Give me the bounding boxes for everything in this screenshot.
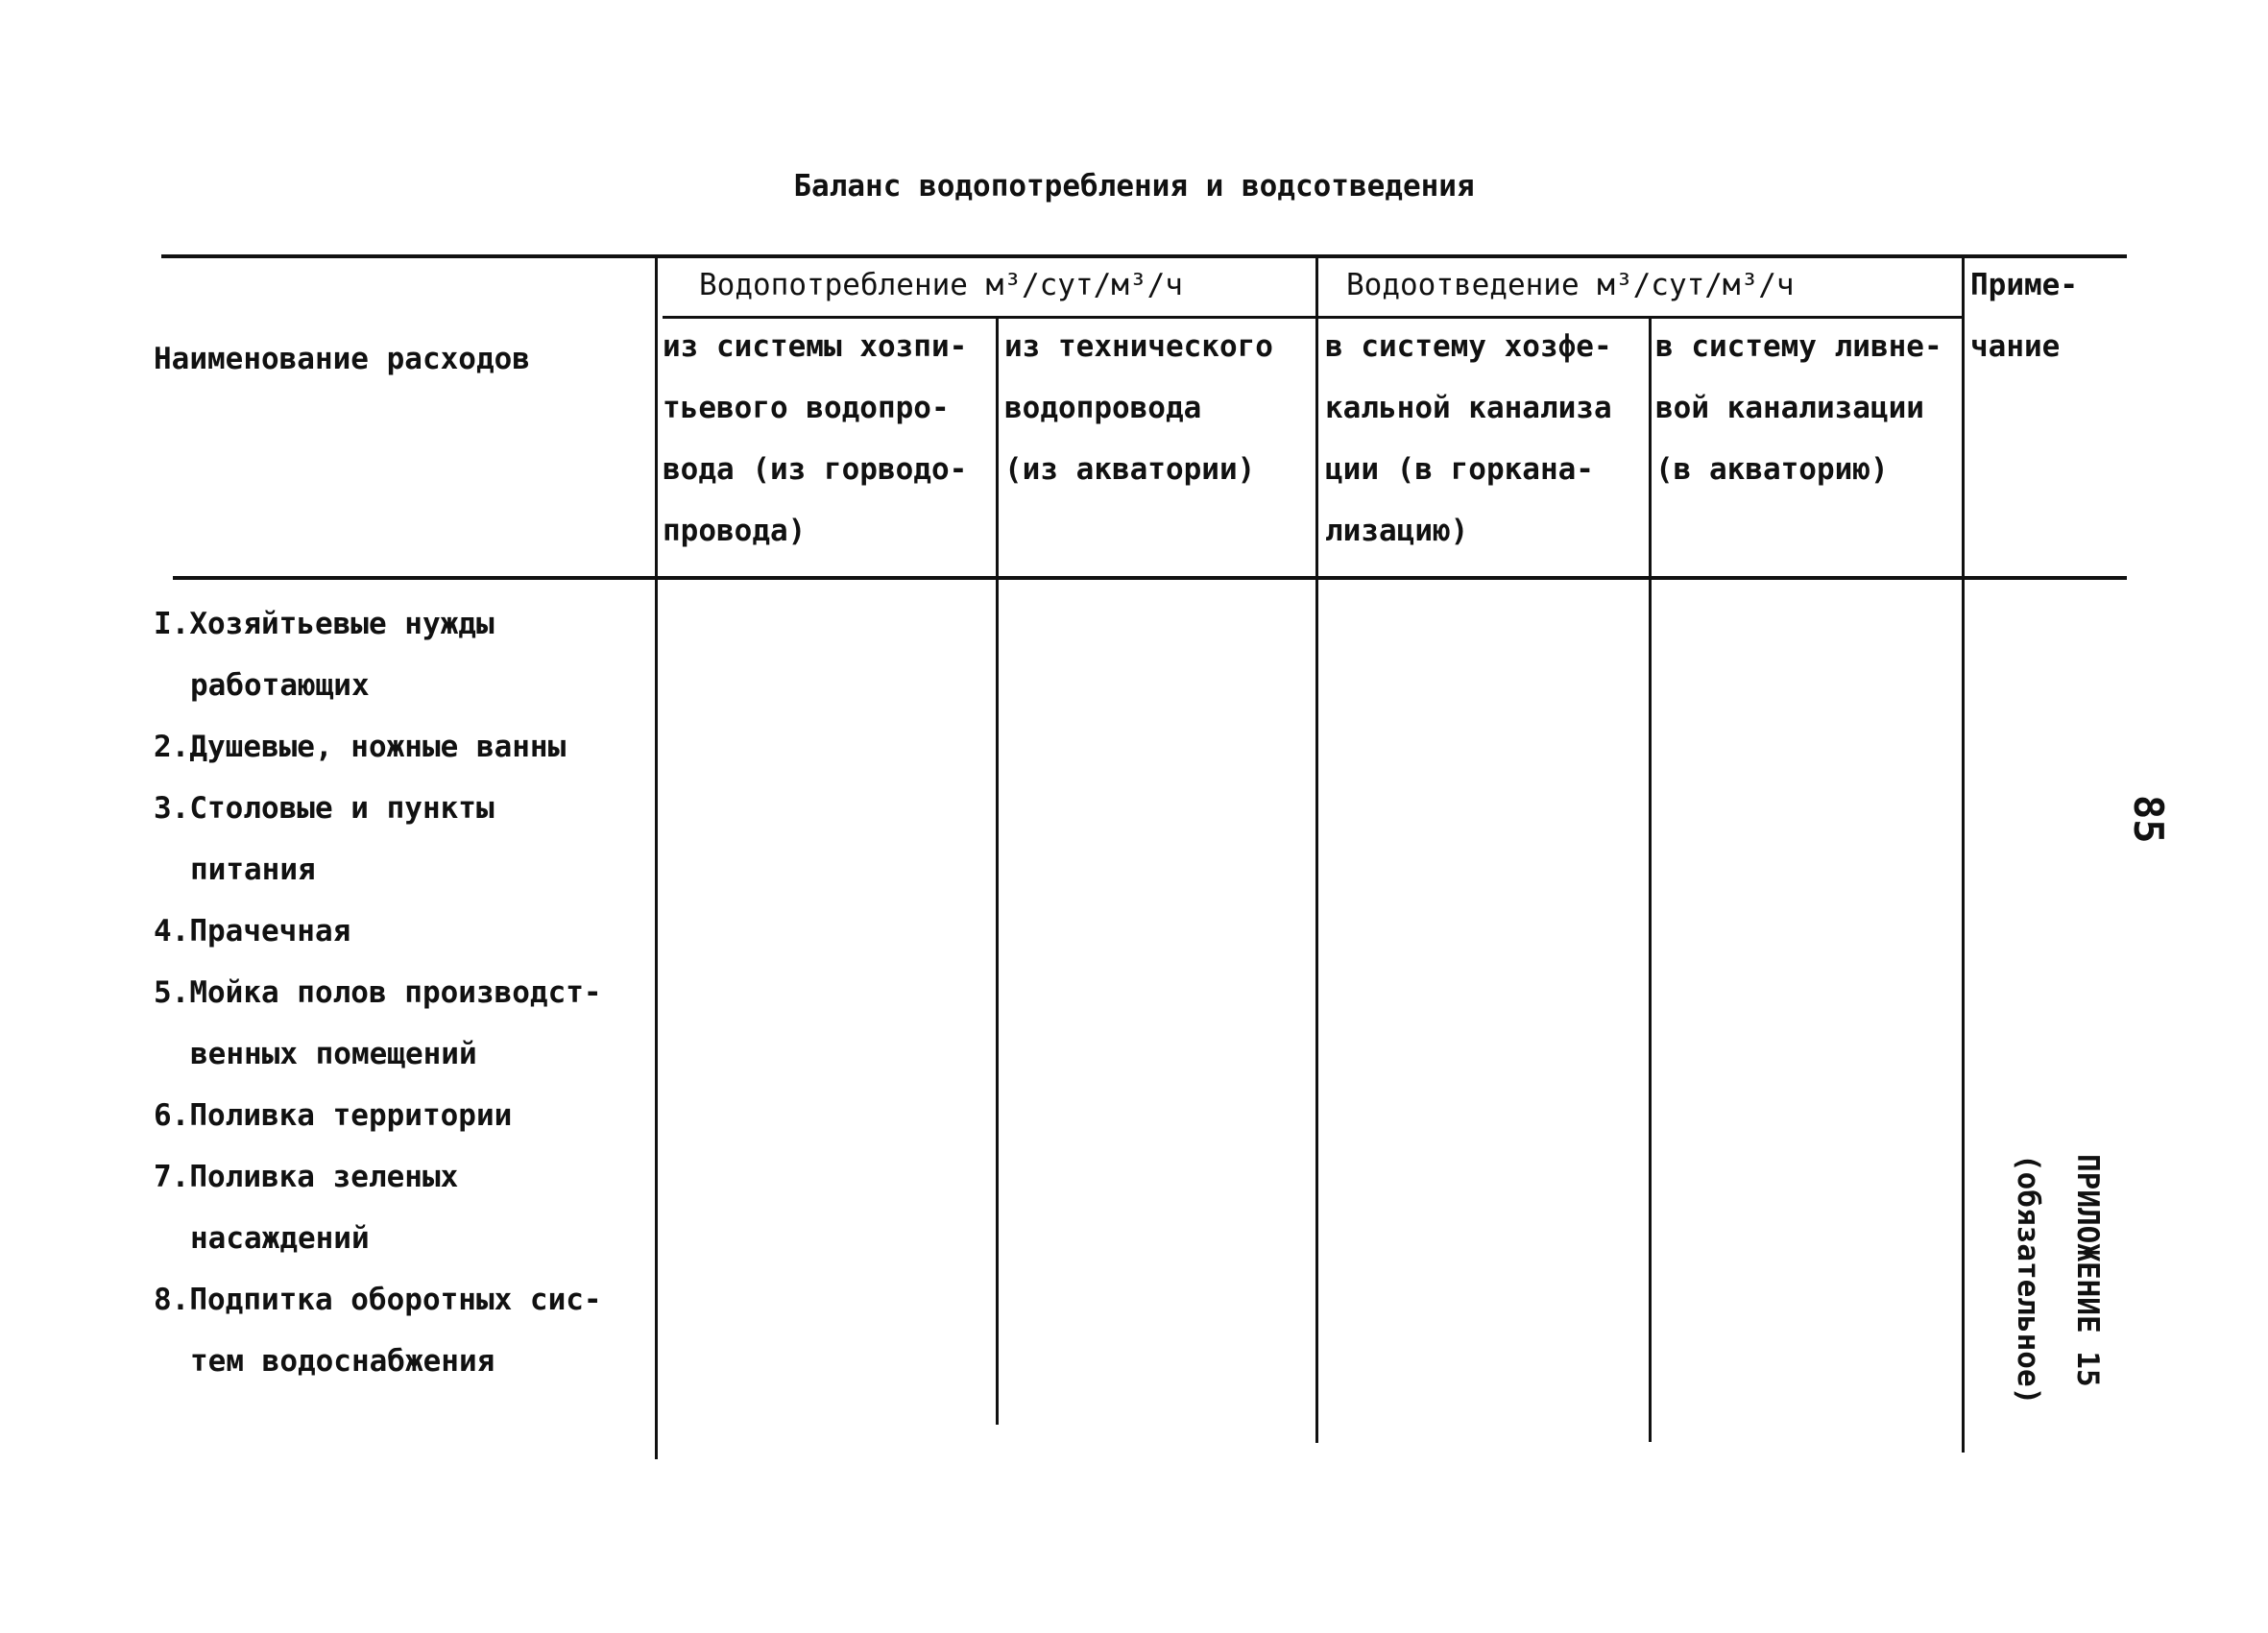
page-number: 85 — [2125, 795, 2172, 844]
header-group-consumption: Водопотребление м³/сут/м³/ч — [699, 268, 1183, 302]
table-row-cont: насаждений — [190, 1221, 370, 1256]
column-divider-2 — [996, 319, 999, 1425]
subheader-col-1-line: провода) — [663, 514, 807, 548]
appendix-note: (обязательное) — [2011, 1154, 2045, 1405]
subheader-col-2-line: из технического — [1004, 329, 1273, 364]
column-divider-4 — [1649, 319, 1652, 1442]
table-row: 3.Столовые и пункты — [154, 791, 495, 826]
header-note-line-2: чание — [1970, 329, 2061, 364]
subheader-col-2-line: водопровода — [1004, 391, 1202, 425]
subheader-col-4-line: в систему ливне- — [1655, 329, 1942, 364]
table-row: 2.Душевые, ножные ванны — [154, 730, 567, 764]
subheader-col-4-line: вой канализации — [1655, 391, 1924, 425]
subheader-col-3-line: лизацию) — [1325, 514, 1469, 548]
column-divider-1 — [655, 257, 658, 1459]
table-row: 6.Поливка территории — [154, 1098, 513, 1133]
table-row-cont: венных помещений — [190, 1037, 477, 1071]
subheader-col-3-line: в систему хозфе- — [1325, 329, 1612, 364]
column-divider-3 — [1315, 257, 1318, 1443]
subheader-col-4-line: (в акваторию) — [1655, 452, 1889, 487]
table-row-cont: работающих — [190, 668, 370, 703]
subheader-col-3-line: кальной канализа — [1325, 391, 1612, 425]
header-note-line-1: Приме- — [1970, 268, 2078, 302]
appendix-label: ПРИЛОЖЕНИЕ 15 — [2070, 1154, 2105, 1387]
table-row: 7.Поливка зеленых — [154, 1160, 459, 1194]
subheader-col-1-line: тьевого водопро- — [663, 391, 950, 425]
column-divider-5 — [1962, 257, 1965, 1453]
table-row: 8.Подпитка оборотных сис- — [154, 1283, 602, 1317]
subheader-col-1-line: вода (из горводо- — [663, 452, 968, 487]
table-row: 5.Мойка полов производст- — [154, 975, 602, 1010]
header-name-column: Наименование расходов — [154, 342, 530, 376]
header-bottom-rule — [173, 576, 2127, 580]
table-row-cont: питания — [190, 853, 316, 887]
subheader-col-2-line: (из акватории) — [1004, 452, 1256, 487]
table-row: I.Хозяйтьевые нужды — [154, 607, 495, 641]
document-title: Баланс водопотребления и водсотведения — [793, 169, 1475, 204]
table-row: 4.Прачечная — [154, 914, 351, 949]
subheader-col-1-line: из системы хозпи- — [663, 329, 968, 364]
subheader-col-3-line: ции (в горкана- — [1325, 452, 1594, 487]
header-group-discharge: Водоотведение м³/сут/м³/ч — [1346, 268, 1795, 302]
table-row-cont: тем водоснабжения — [190, 1344, 495, 1379]
